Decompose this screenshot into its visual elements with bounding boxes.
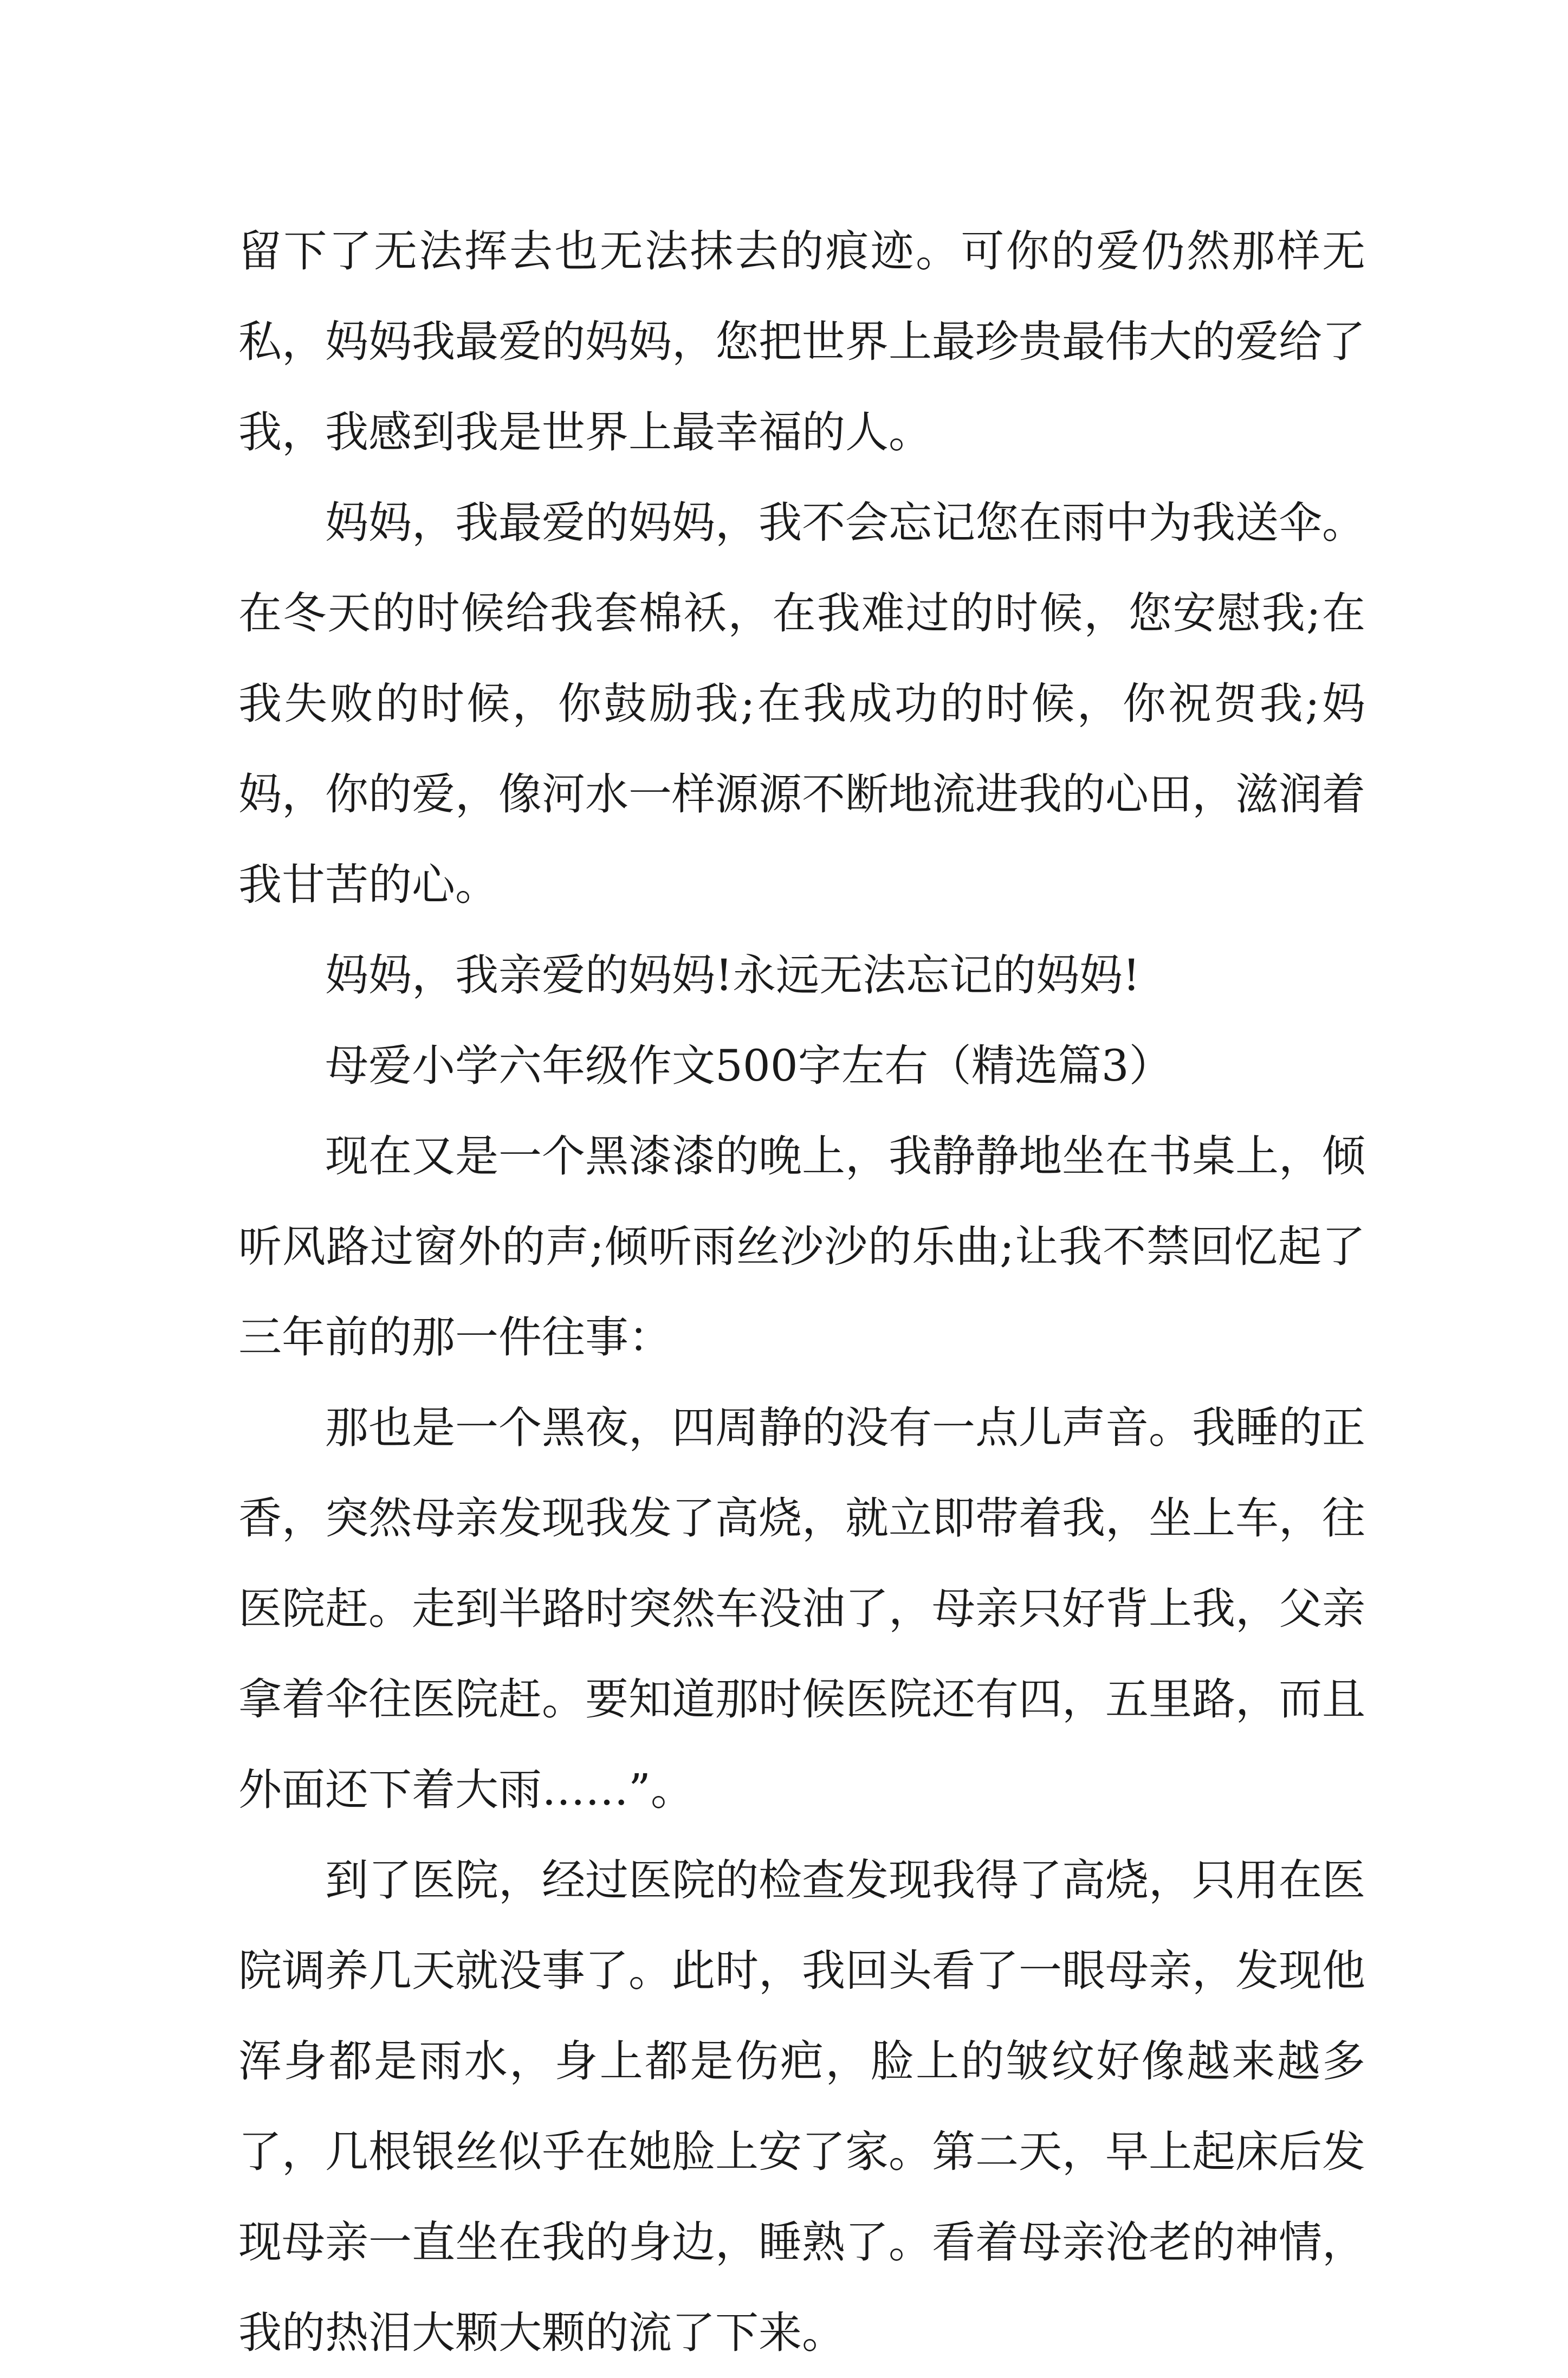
- paragraph-6: 到了医院，经过医院的检查发现我得了高烧，只用在医院调养几天就没事了。此时，我回头看了一眼母亲，发现他浑身都是雨水，身上都是伤疤，脸上的皱纹好像越来越多了，几根银丝似乎在她脸上安了家。第二天，早上起床后发现母亲一直坐在我的身边，睡熟了。看着母亲沧老的神情，我的热泪大颗大颗的流了下来。: [238, 1855, 1365, 2358]
- paragraph-2: 妈妈，我最爱的妈妈，我不会忘记您在雨中为我送伞。在冬天的时候给我套棉袄，在我难过的时候，您安慰我;在我失败的时候，你鼓励我;在我成功的时候，你祝贺我;妈妈，你的爱，像河水一样源源不断地流进我的心田，滋润着我甘苦的心。: [238, 497, 1365, 910]
- paragraph-5: 那也是一个黑夜，四周静的没有一点儿声音。我睡的正香，突然母亲发现我发了高烧，就立即带着我，坐上车，往医院赶。走到半路时突然车没油了，母亲只好背上我，父亲拿着伞往医院赶。要知道那时候医院还有四，五里路，而且外面还下着大雨……”。: [238, 1403, 1365, 1815]
- paragraph-3: 妈妈，我亲爱的妈妈!永远无法忘记的妈妈!: [325, 950, 1141, 1000]
- paragraph-4: 现在又是一个黑漆漆的晚上，我静静地坐在书桌上，倾听风路过窗外的声;倾听雨丝沙沙的乐曲;让我不禁回忆起了三年前的那一件往事：: [238, 1131, 1365, 1362]
- section-heading: 母爱小学六年级作文500字左右（精选篇3）: [325, 1041, 1172, 1091]
- paragraph-1: 留下了无法挥去也无法抹去的痕迹。可你的爱仍然那样无私，妈妈我最爱的妈妈，您把世界上最珍贵最伟大的爱给了我，我感到我是世界上最幸福的人。: [238, 226, 1365, 457]
- document-body: [238, 206, 1365, 2378]
